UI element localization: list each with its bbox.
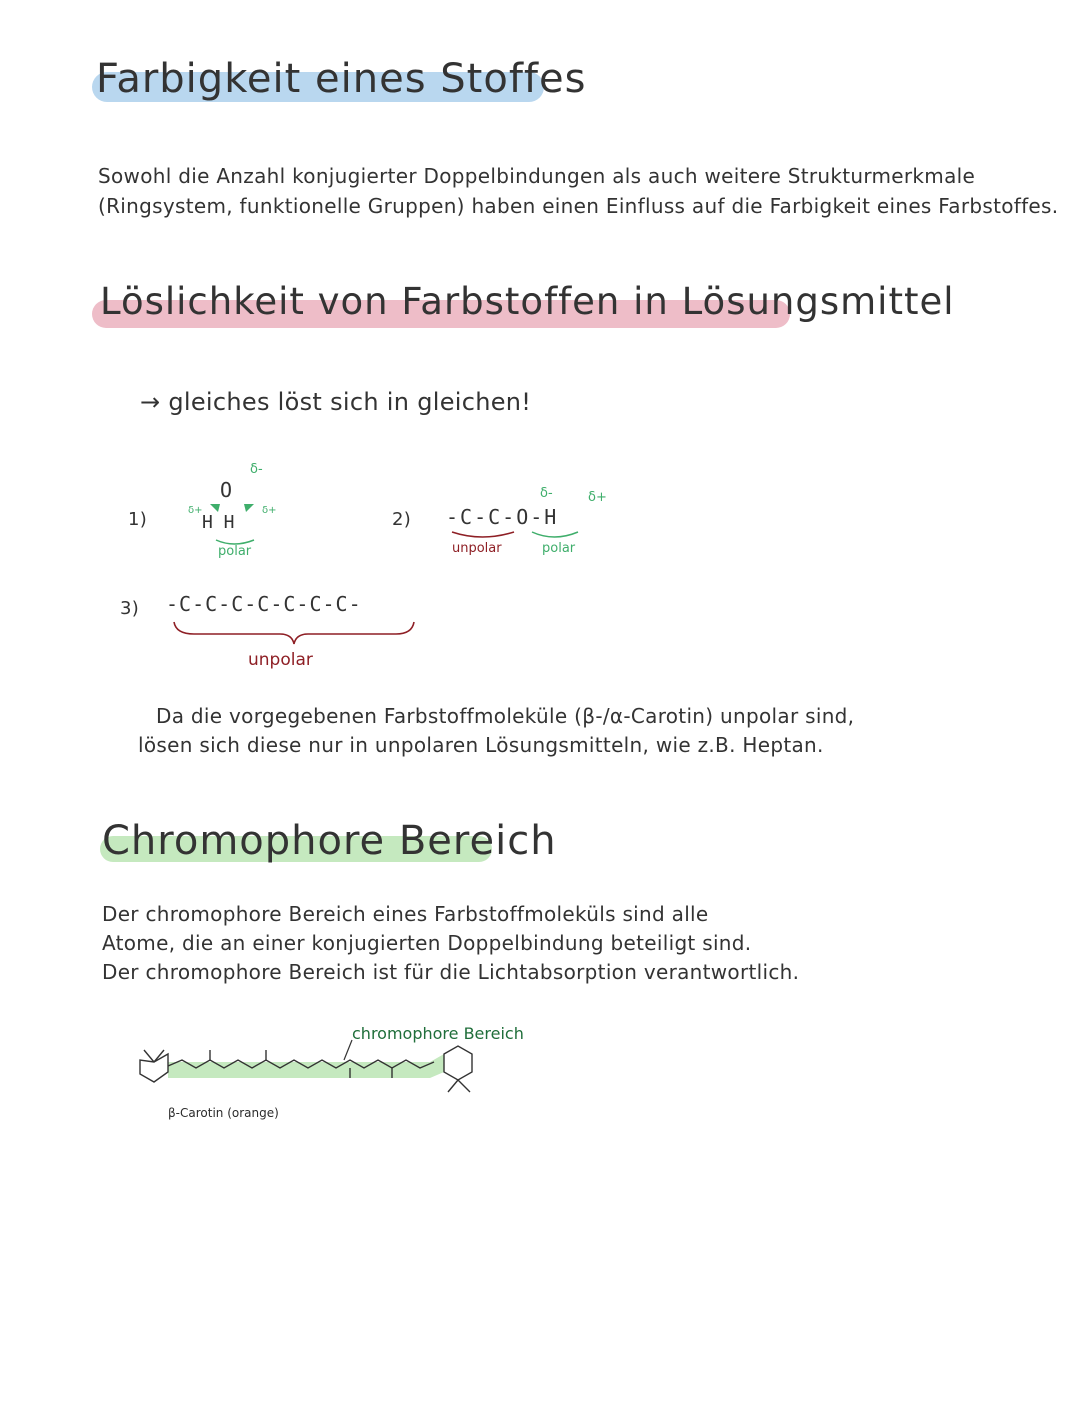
- ex2-delta-minus: δ-: [540, 486, 553, 501]
- ex1-delta-plus-left: δ+: [188, 505, 203, 516]
- section-title-chromophore: Chromophore Bereich: [102, 818, 557, 864]
- conclusion-line-1: Da die vorgegebenen Farbstoffmoleküle (β-/α-Carotin) unpolar sind,: [156, 704, 855, 728]
- example-1-number: 1): [128, 509, 148, 530]
- chromophore-text-line-2: Atome, die an einer konjugierten Doppelbindung beteiligt sind.: [102, 931, 752, 955]
- ex3-brace: [170, 618, 420, 646]
- farbigkeit-text-line-2: (Ringsystem, funktionelle Gruppen) haben einen Einfluss auf die Farbigkeit eines Farbstoffes.: [98, 194, 1059, 218]
- ex1-delta-plus-right: δ+: [262, 505, 277, 516]
- chromophore-text-line-3: Der chromophore Bereich ist für die Lichtabsorption verantwortlich.: [102, 960, 800, 984]
- ex3-formula: -C-C-C-C-C-C-C-: [166, 592, 362, 616]
- conclusion-line-2: lösen sich diese nur in unpolaren Lösungsmitteln, wie z.B. Heptan.: [138, 733, 824, 757]
- beta-carotene-structure: [130, 1038, 490, 1098]
- ex1-delta-minus: δ-: [250, 462, 263, 477]
- ex2-nonpolar-label: unpolar: [452, 541, 502, 556]
- ex3-nonpolar-label: unpolar: [248, 650, 313, 670]
- section-title-farbigkeit: Farbigkeit eines Stoffes: [96, 56, 587, 102]
- example-2-number: 2): [392, 509, 412, 530]
- farbigkeit-text-line-1: Sowohl die Anzahl konjugierter Doppelbindungen als auch weitere Strukturmerkmale: [98, 164, 976, 188]
- ex2-formula: -C-C-O-H: [446, 505, 559, 529]
- ex1-polar-label: polar: [218, 544, 252, 559]
- section-title-loeslichkeit: Löslichkeit von Farbstoffen in Lösungsmittel: [100, 280, 955, 323]
- ex2-delta-plus: δ+: [588, 490, 607, 505]
- chromophore-diagram-label: chromophore Bereich: [352, 1024, 524, 1043]
- ex1-hydrogens: H H: [202, 512, 235, 533]
- example-3-number: 3): [120, 598, 140, 619]
- ex2-polar-label: polar: [542, 541, 576, 556]
- chromophore-text-line-1: Der chromophore Bereich eines Farbstoffmoleküls sind alle: [102, 902, 709, 926]
- ex1-oxygen: O: [220, 478, 233, 502]
- beta-carotene-caption: β-Carotin (orange): [168, 1106, 279, 1120]
- ex1-bond-marks: [196, 482, 276, 552]
- rule-text: → gleiches löst sich in gleichen!: [140, 388, 532, 416]
